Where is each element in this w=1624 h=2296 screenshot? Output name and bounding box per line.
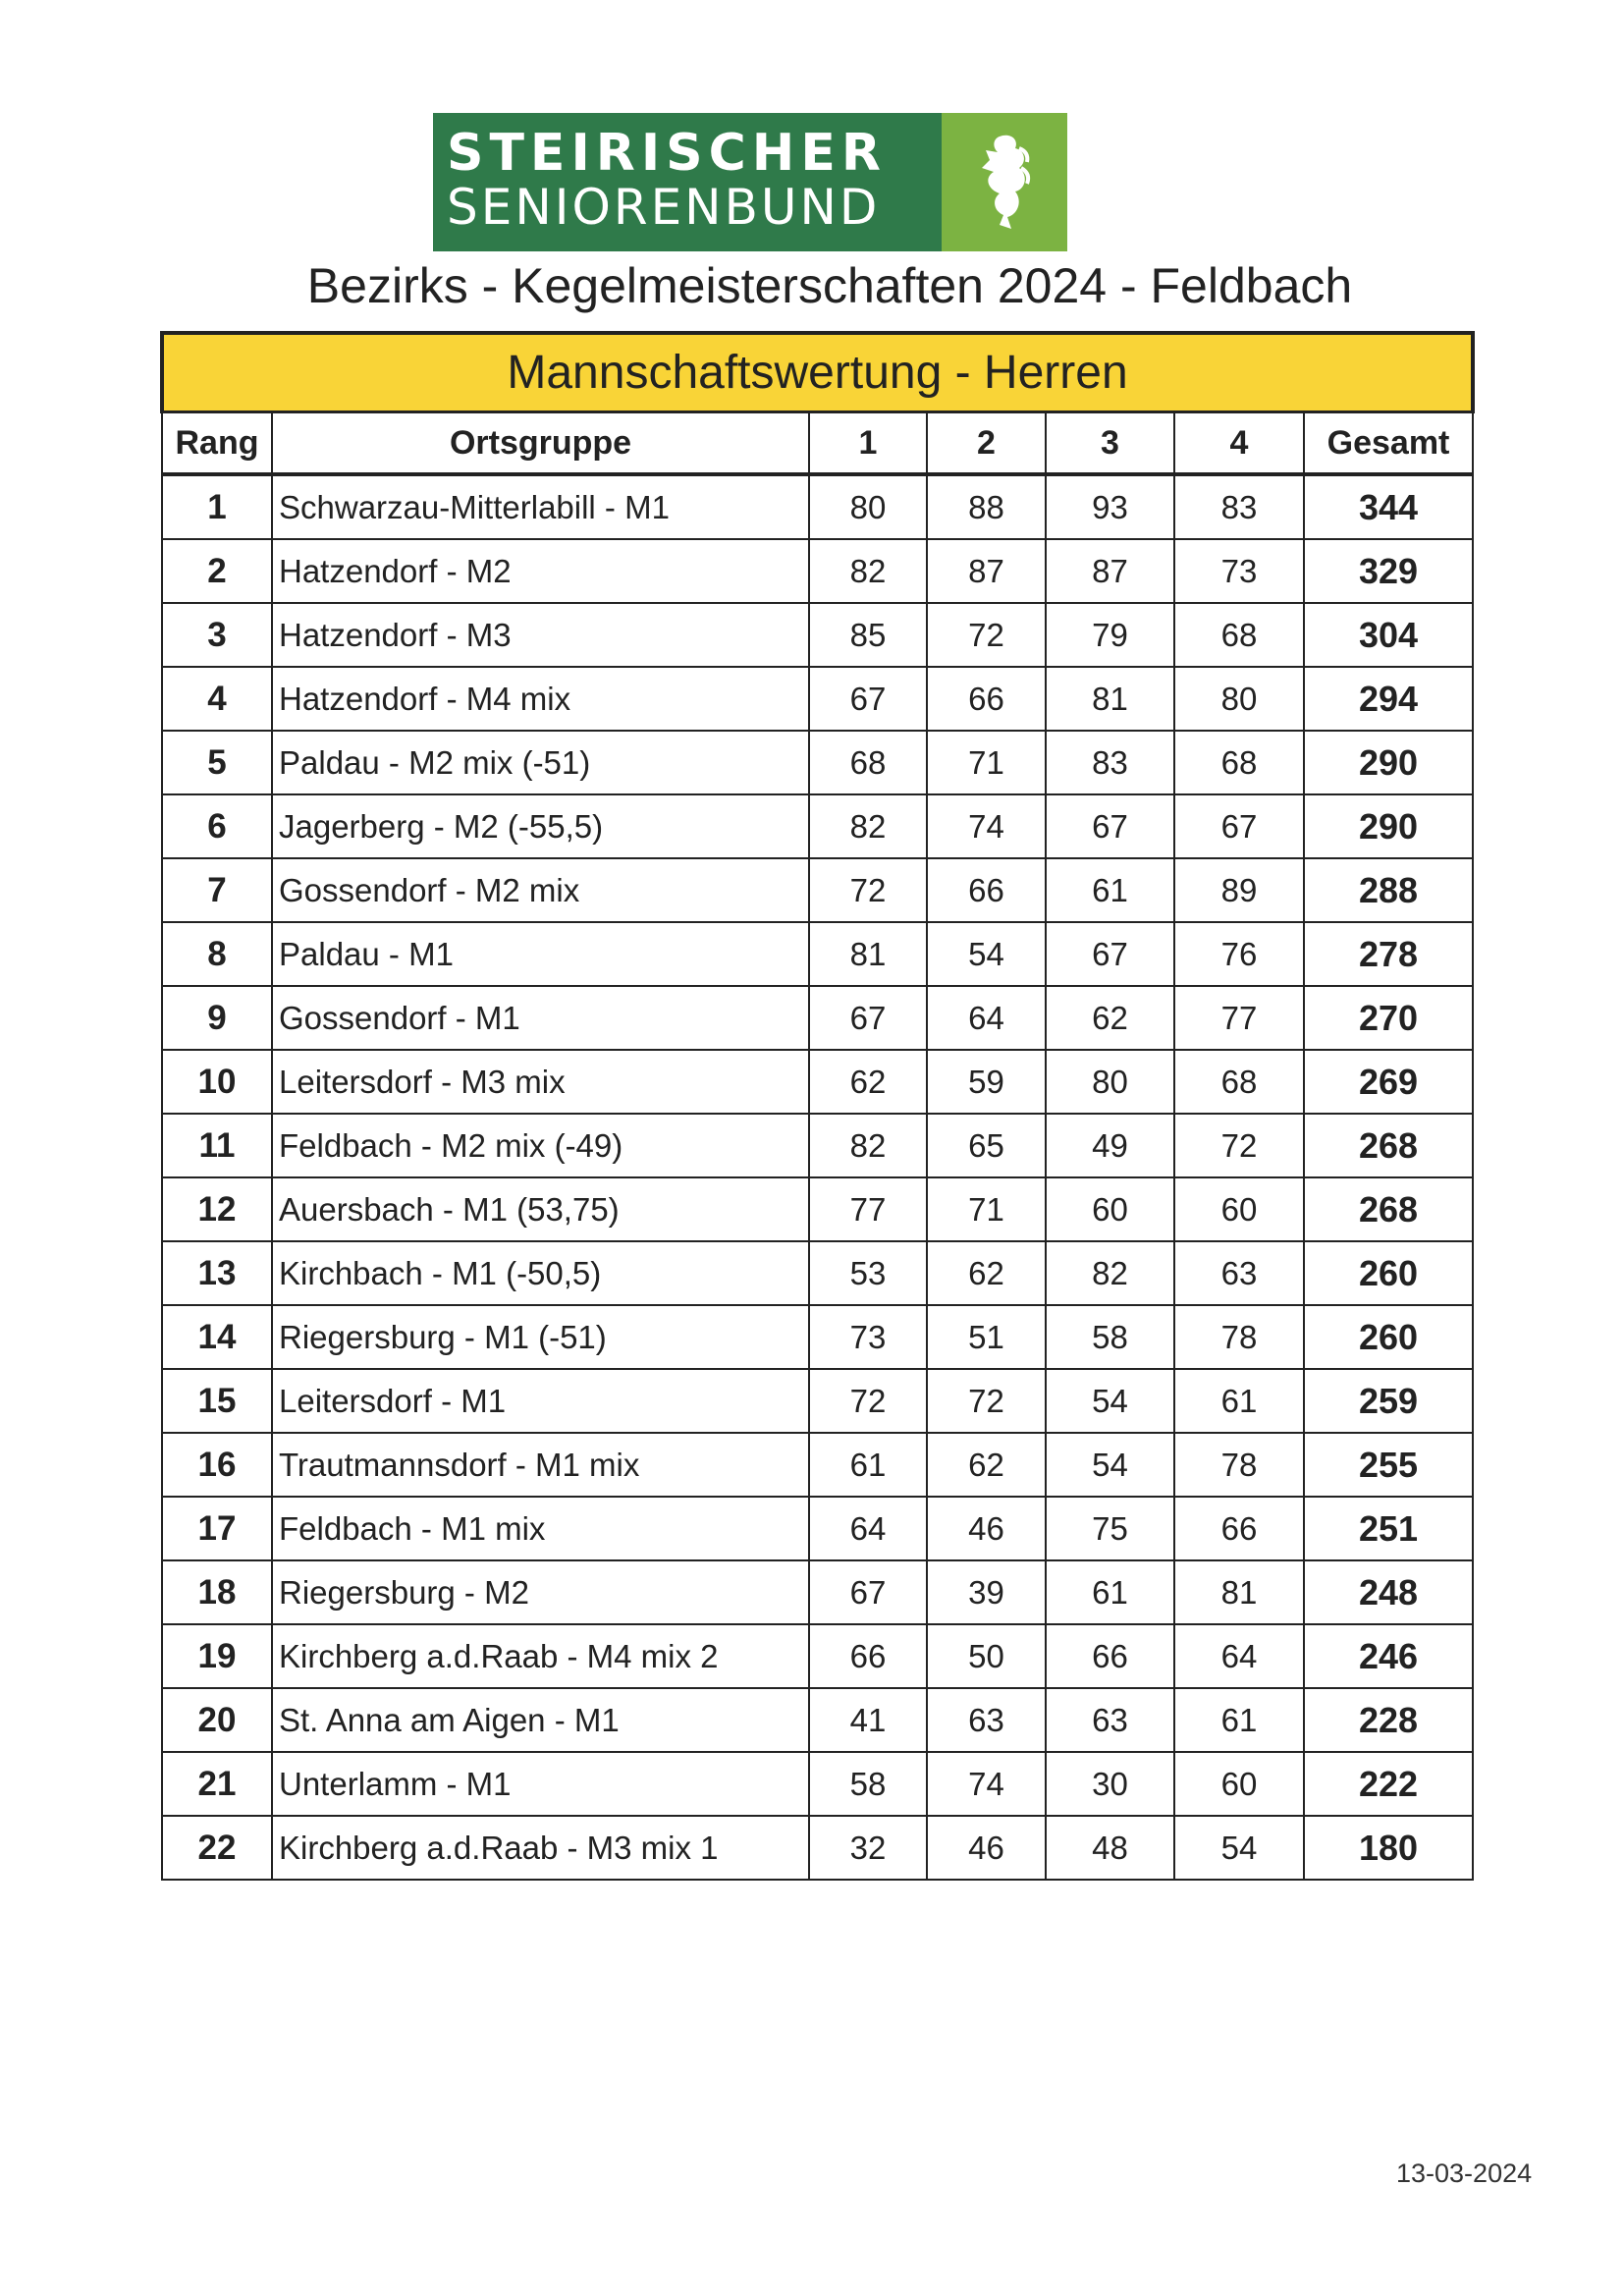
total-cell: 255 (1304, 1433, 1473, 1497)
round-4-cell: 73 (1174, 539, 1304, 603)
round-1-cell: 82 (809, 539, 927, 603)
table-row (162, 1305, 1473, 1369)
round-2-cell: 88 (927, 474, 1046, 539)
team-cell: Feldbach - M2 mix (-49) (272, 1114, 809, 1177)
team-ranking-table (160, 331, 1475, 1881)
rank-cell: 14 (162, 1305, 272, 1369)
round-2-cell: 50 (927, 1624, 1046, 1688)
round-3-cell: 87 (1046, 539, 1174, 603)
round-2-cell: 59 (927, 1050, 1046, 1114)
round-3-cell: 60 (1046, 1177, 1174, 1241)
team-cell: Paldau - M2 mix (-51) (272, 731, 809, 794)
table-row (162, 986, 1473, 1050)
table-banner: Mannschaftswertung - Herren (162, 333, 1473, 412)
team-cell: Auersbach - M1 (53,75) (272, 1177, 809, 1241)
round-2-cell: 72 (927, 603, 1046, 667)
logo-line-2: SENIORENBUND (447, 179, 881, 236)
team-cell: Hatzendorf - M4 mix (272, 667, 809, 731)
round-4-cell: 66 (1174, 1497, 1304, 1560)
rank-cell: 20 (162, 1688, 272, 1752)
round-4-cell: 81 (1174, 1560, 1304, 1624)
round-1-cell: 85 (809, 603, 927, 667)
total-cell: 290 (1304, 794, 1473, 858)
round-2-cell: 46 (927, 1497, 1046, 1560)
team-cell: Unterlamm - M1 (272, 1752, 809, 1816)
team-cell: Kirchberg a.d.Raab - M4 mix 2 (272, 1624, 809, 1688)
rank-cell: 5 (162, 731, 272, 794)
round-3-cell: 62 (1046, 986, 1174, 1050)
round-1-cell: 68 (809, 731, 927, 794)
total-cell: 260 (1304, 1241, 1473, 1305)
rank-cell: 3 (162, 603, 272, 667)
round-4-cell: 89 (1174, 858, 1304, 922)
table-row (162, 922, 1473, 986)
table-row (162, 794, 1473, 858)
total-cell: 246 (1304, 1624, 1473, 1688)
rank-cell: 7 (162, 858, 272, 922)
rank-cell: 2 (162, 539, 272, 603)
round-4-cell: 60 (1174, 1177, 1304, 1241)
round-2-cell: 66 (927, 858, 1046, 922)
round-1-cell: 66 (809, 1624, 927, 1688)
rank-cell: 16 (162, 1433, 272, 1497)
table-row (162, 1624, 1473, 1688)
rank-cell: 17 (162, 1497, 272, 1560)
round-2-cell: 74 (927, 794, 1046, 858)
total-cell: 294 (1304, 667, 1473, 731)
header-ortsgruppe: Ortsgruppe (272, 412, 809, 475)
round-3-cell: 48 (1046, 1816, 1174, 1880)
total-cell: 304 (1304, 603, 1473, 667)
round-4-cell: 63 (1174, 1241, 1304, 1305)
round-3-cell: 58 (1046, 1305, 1174, 1369)
team-cell: Leitersdorf - M3 mix (272, 1050, 809, 1114)
round-1-cell: 32 (809, 1816, 927, 1880)
table-row (162, 1816, 1473, 1880)
round-3-cell: 63 (1046, 1688, 1174, 1752)
document-date: 13-03-2024 (1396, 2159, 1533, 2188)
team-cell: Schwarzau-Mitterlabill - M1 (272, 474, 809, 539)
table-row (162, 1433, 1473, 1497)
round-2-cell: 87 (927, 539, 1046, 603)
round-2-cell: 65 (927, 1114, 1046, 1177)
round-2-cell: 51 (927, 1305, 1046, 1369)
round-1-cell: 53 (809, 1241, 927, 1305)
table-row (162, 731, 1473, 794)
round-1-cell: 41 (809, 1688, 927, 1752)
round-2-cell: 62 (927, 1433, 1046, 1497)
table-row (162, 667, 1473, 731)
round-1-cell: 77 (809, 1177, 927, 1241)
team-cell: Riegersburg - M2 (272, 1560, 809, 1624)
round-3-cell: 80 (1046, 1050, 1174, 1114)
header-rang: Rang (162, 412, 272, 475)
rank-cell: 22 (162, 1816, 272, 1880)
total-cell: 288 (1304, 858, 1473, 922)
round-1-cell: 64 (809, 1497, 927, 1560)
header-round-4: 4 (1174, 412, 1304, 475)
table-row (162, 1241, 1473, 1305)
team-cell: Kirchbach - M1 (-50,5) (272, 1241, 809, 1305)
round-3-cell: 54 (1046, 1433, 1174, 1497)
round-1-cell: 73 (809, 1305, 927, 1369)
team-cell: Hatzendorf - M2 (272, 539, 809, 603)
round-4-cell: 64 (1174, 1624, 1304, 1688)
table-row (162, 858, 1473, 922)
round-1-cell: 82 (809, 1114, 927, 1177)
logo-wordmark (433, 113, 942, 251)
round-1-cell: 62 (809, 1050, 927, 1114)
round-4-cell: 68 (1174, 1050, 1304, 1114)
round-2-cell: 71 (927, 1177, 1046, 1241)
table-row (162, 1114, 1473, 1177)
table-row (162, 1688, 1473, 1752)
table-row (162, 1752, 1473, 1816)
round-2-cell: 71 (927, 731, 1046, 794)
steirischer-seniorenbund-logo (433, 113, 1067, 251)
total-cell: 222 (1304, 1752, 1473, 1816)
team-cell: Leitersdorf - M1 (272, 1369, 809, 1433)
header-round-2: 2 (927, 412, 1046, 475)
table-row (162, 603, 1473, 667)
round-4-cell: 61 (1174, 1688, 1304, 1752)
round-1-cell: 67 (809, 1560, 927, 1624)
table-row (162, 1050, 1473, 1114)
round-3-cell: 54 (1046, 1369, 1174, 1433)
total-cell: 260 (1304, 1305, 1473, 1369)
round-1-cell: 80 (809, 474, 927, 539)
header-gesamt: Gesamt (1304, 412, 1473, 475)
rank-cell: 13 (162, 1241, 272, 1305)
round-4-cell: 68 (1174, 603, 1304, 667)
round-3-cell: 61 (1046, 858, 1174, 922)
round-3-cell: 83 (1046, 731, 1174, 794)
round-3-cell: 81 (1046, 667, 1174, 731)
total-cell: 270 (1304, 986, 1473, 1050)
round-3-cell: 66 (1046, 1624, 1174, 1688)
round-1-cell: 67 (809, 667, 927, 731)
round-2-cell: 46 (927, 1816, 1046, 1880)
round-4-cell: 61 (1174, 1369, 1304, 1433)
round-2-cell: 62 (927, 1241, 1046, 1305)
table-row (162, 1177, 1473, 1241)
round-3-cell: 61 (1046, 1560, 1174, 1624)
round-1-cell: 72 (809, 1369, 927, 1433)
header-round-3: 3 (1046, 412, 1174, 475)
header-round-1: 1 (809, 412, 927, 475)
team-cell: Gossendorf - M1 (272, 986, 809, 1050)
team-cell: Trautmannsdorf - M1 mix (272, 1433, 809, 1497)
table-row (162, 1369, 1473, 1433)
round-3-cell: 79 (1046, 603, 1174, 667)
round-3-cell: 75 (1046, 1497, 1174, 1560)
total-cell: 268 (1304, 1114, 1473, 1177)
team-cell: Kirchberg a.d.Raab - M3 mix 1 (272, 1816, 809, 1880)
team-cell: Paldau - M1 (272, 922, 809, 986)
rank-cell: 21 (162, 1752, 272, 1816)
table-row (162, 474, 1473, 539)
round-2-cell: 63 (927, 1688, 1046, 1752)
table-row (162, 1497, 1473, 1560)
rank-cell: 18 (162, 1560, 272, 1624)
styrian-panther-icon (942, 113, 1067, 251)
round-1-cell: 81 (809, 922, 927, 986)
round-3-cell: 30 (1046, 1752, 1174, 1816)
team-cell: Hatzendorf - M3 (272, 603, 809, 667)
total-cell: 248 (1304, 1560, 1473, 1624)
total-cell: 228 (1304, 1688, 1473, 1752)
round-4-cell: 77 (1174, 986, 1304, 1050)
round-2-cell: 66 (927, 667, 1046, 731)
total-cell: 278 (1304, 922, 1473, 986)
round-4-cell: 78 (1174, 1433, 1304, 1497)
team-cell: Riegersburg - M1 (-51) (272, 1305, 809, 1369)
rank-cell: 6 (162, 794, 272, 858)
rank-cell: 8 (162, 922, 272, 986)
rank-cell: 15 (162, 1369, 272, 1433)
round-3-cell: 93 (1046, 474, 1174, 539)
rank-cell: 19 (162, 1624, 272, 1688)
round-3-cell: 67 (1046, 794, 1174, 858)
total-cell: 329 (1304, 539, 1473, 603)
page-title: Bezirks - Kegelmeisterschaften 2024 - Feldbach (306, 258, 1353, 313)
round-3-cell: 49 (1046, 1114, 1174, 1177)
round-3-cell: 82 (1046, 1241, 1174, 1305)
logo-line-1: STEIRISCHER (447, 124, 887, 183)
round-4-cell: 67 (1174, 794, 1304, 858)
team-cell: St. Anna am Aigen - M1 (272, 1688, 809, 1752)
total-cell: 259 (1304, 1369, 1473, 1433)
rank-cell: 9 (162, 986, 272, 1050)
rank-cell: 12 (162, 1177, 272, 1241)
rank-cell: 10 (162, 1050, 272, 1114)
round-4-cell: 83 (1174, 474, 1304, 539)
round-4-cell: 80 (1174, 667, 1304, 731)
round-2-cell: 39 (927, 1560, 1046, 1624)
rank-cell: 1 (162, 474, 272, 539)
round-2-cell: 74 (927, 1752, 1046, 1816)
round-1-cell: 67 (809, 986, 927, 1050)
team-cell: Jagerberg - M2 (-55,5) (272, 794, 809, 858)
team-cell: Gossendorf - M2 mix (272, 858, 809, 922)
team-cell: Feldbach - M1 mix (272, 1497, 809, 1560)
total-cell: 180 (1304, 1816, 1473, 1880)
total-cell: 251 (1304, 1497, 1473, 1560)
round-3-cell: 67 (1046, 922, 1174, 986)
rank-cell: 11 (162, 1114, 272, 1177)
round-1-cell: 72 (809, 858, 927, 922)
total-cell: 290 (1304, 731, 1473, 794)
total-cell: 344 (1304, 474, 1473, 539)
round-1-cell: 82 (809, 794, 927, 858)
total-cell: 268 (1304, 1177, 1473, 1241)
table-row (162, 539, 1473, 603)
round-1-cell: 61 (809, 1433, 927, 1497)
total-cell: 269 (1304, 1050, 1473, 1114)
round-4-cell: 68 (1174, 731, 1304, 794)
rank-cell: 4 (162, 667, 272, 731)
round-4-cell: 76 (1174, 922, 1304, 986)
round-4-cell: 72 (1174, 1114, 1304, 1177)
round-1-cell: 58 (809, 1752, 927, 1816)
round-2-cell: 54 (927, 922, 1046, 986)
table-row (162, 1560, 1473, 1624)
round-4-cell: 60 (1174, 1752, 1304, 1816)
round-4-cell: 54 (1174, 1816, 1304, 1880)
table-header-row (162, 412, 1473, 475)
round-2-cell: 64 (927, 986, 1046, 1050)
round-4-cell: 78 (1174, 1305, 1304, 1369)
round-2-cell: 72 (927, 1369, 1046, 1433)
